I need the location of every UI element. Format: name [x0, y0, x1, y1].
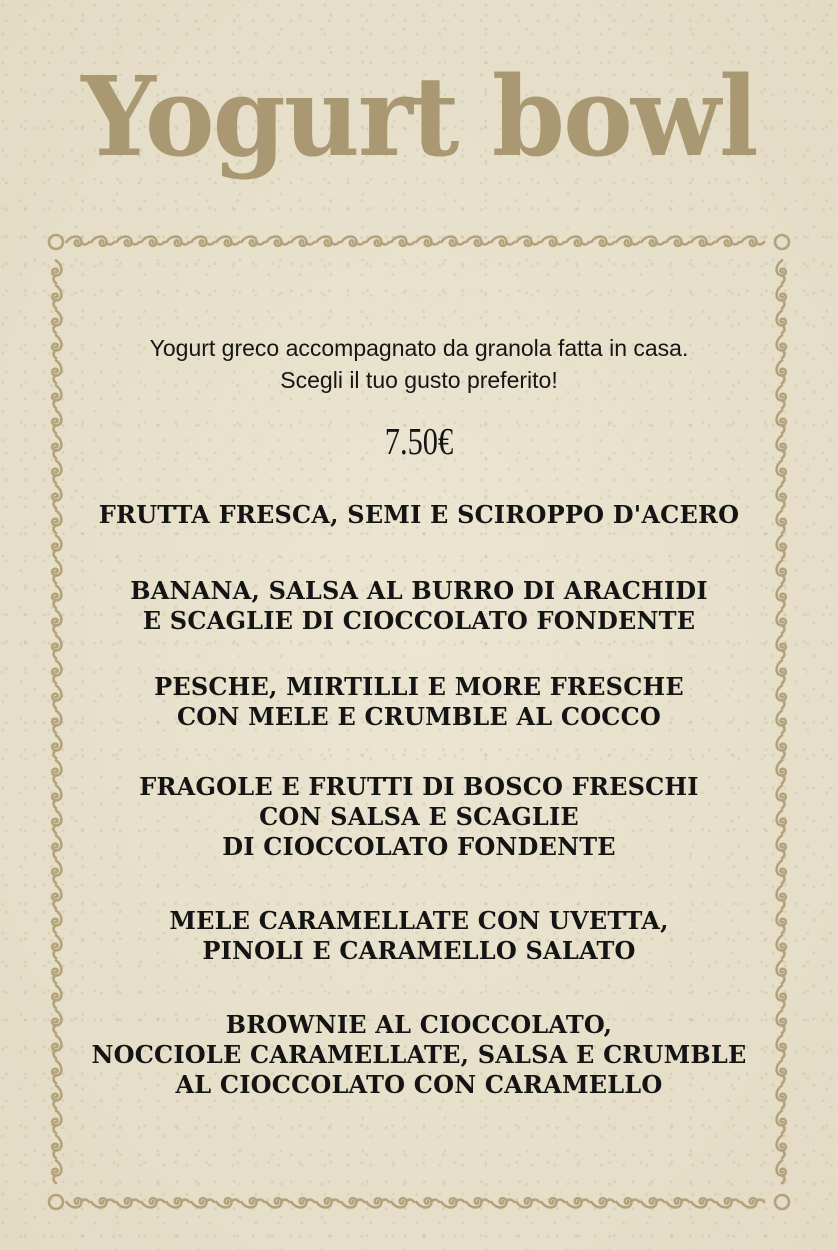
scroll-curl — [616, 1198, 639, 1207]
scroll-curl — [541, 237, 564, 246]
price: 7.50€ — [384, 421, 454, 463]
flavor-item-line: CON MELE E CRUMBLE AL COCCO — [176, 702, 662, 731]
scroll-curl — [341, 237, 364, 246]
scroll-curl — [716, 1198, 739, 1207]
scroll-curl — [391, 1198, 414, 1207]
scroll-curl — [591, 1198, 614, 1207]
scroll-curl — [591, 237, 614, 246]
scroll-curl — [91, 237, 114, 246]
scroll-curl — [52, 1110, 61, 1133]
scroll-curl — [66, 1198, 89, 1207]
scroll-curl — [741, 1198, 764, 1207]
scroll-curl — [666, 237, 689, 246]
scroll-curl — [66, 237, 89, 246]
flavor-list — [40, 500, 798, 1100]
menu-description — [40, 332, 798, 396]
flavor-item-line: PESCHE, MIRTILLI E MORE FRESCHE — [154, 672, 684, 701]
scroll-curl — [516, 237, 539, 246]
scroll-curl — [116, 237, 139, 246]
scroll-curl — [116, 1198, 139, 1207]
flavor-item-line: CON SALSA E SCAGLIE — [259, 802, 579, 831]
scroll-curl — [52, 410, 61, 433]
scroll-curl — [216, 1198, 239, 1207]
scroll-curl — [516, 1198, 539, 1207]
scroll-curl — [641, 237, 664, 246]
flavor-item — [40, 772, 798, 862]
scroll-curl — [777, 410, 786, 433]
scroll-curl — [52, 1160, 61, 1183]
scroll-curl — [216, 237, 239, 246]
flavor-item-line: FRAGOLE E FRUTTI DI BOSCO FRESCHI — [139, 772, 699, 801]
scroll-curl — [166, 237, 189, 246]
scroll-curl — [141, 237, 164, 246]
scroll-curl — [777, 310, 786, 333]
scroll-curl — [777, 460, 786, 483]
scroll-curl — [641, 1198, 664, 1207]
flavor-item-line: NOCCIOLE CARAMELLATE, SALSA E CRUMBLE — [91, 1040, 747, 1069]
scroll-curl — [777, 1110, 786, 1133]
flavor-item-line: PINOLI E CARAMELLO SALATO — [202, 936, 636, 965]
flavor-item-line: DI CIOCCOLATO FONDENTE — [222, 832, 616, 861]
flavor-item-line: E SCAGLIE DI CIOCCOLATO FONDENTE — [142, 606, 696, 635]
scroll-curl — [391, 237, 414, 246]
scroll-curl — [777, 435, 786, 458]
flavor-item-line: BANANA, SALSA AL BURRO DI ARACHIDI — [130, 576, 708, 605]
scroll-curl — [266, 1198, 289, 1207]
scroll-curl — [341, 1198, 364, 1207]
scroll-curl — [141, 1198, 164, 1207]
scroll-curl — [666, 1198, 689, 1207]
flavor-item-line: FRUTTA FRESCA, SEMI E SCIROPPO D'ACERO — [98, 500, 740, 529]
flavor-item — [40, 576, 798, 636]
scroll-curl — [366, 1198, 389, 1207]
scroll-curl — [316, 237, 339, 246]
scroll-curl — [91, 1198, 114, 1207]
scroll-curl — [52, 310, 61, 333]
flavor-item — [40, 672, 798, 732]
scroll-curl — [191, 1198, 214, 1207]
scroll-curl — [366, 237, 389, 246]
corner-ornament — [775, 235, 789, 249]
scroll-curl — [491, 237, 514, 246]
scroll-curl — [777, 260, 786, 283]
scroll-curl — [266, 237, 289, 246]
corner-ornament — [49, 235, 63, 249]
scroll-curl — [777, 285, 786, 308]
scroll-curl — [291, 1198, 314, 1207]
scroll-curl — [241, 237, 264, 246]
scroll-curl — [566, 237, 589, 246]
scroll-curl — [52, 260, 61, 283]
scroll-curl — [316, 1198, 339, 1207]
scroll-curl — [566, 1198, 589, 1207]
scroll-curl — [777, 1135, 786, 1158]
flavor-item-line: AL CIOCCOLATO CON CARAMELLO — [175, 1070, 663, 1099]
scroll-curl — [52, 460, 61, 483]
scroll-curl — [491, 1198, 514, 1207]
scroll-curl — [466, 237, 489, 246]
scroll-curl — [616, 237, 639, 246]
flavor-item — [40, 906, 798, 966]
scroll-curl — [166, 1198, 189, 1207]
scroll-curl — [741, 237, 764, 246]
scroll-curl — [777, 1160, 786, 1183]
flavor-item-line: MELE CARAMELLATE CON UVETTA, — [169, 906, 669, 935]
menu-title: Yogurt bowl — [81, 52, 757, 181]
scroll-curl — [716, 237, 739, 246]
scroll-curl — [291, 237, 314, 246]
scroll-curl — [441, 237, 464, 246]
scroll-curl — [691, 1198, 714, 1207]
flavor-item — [40, 500, 798, 530]
description-line-2: Scegli il tuo gusto preferito! — [280, 367, 558, 393]
scroll-curl — [241, 1198, 264, 1207]
corner-ornament — [775, 1195, 789, 1209]
scroll-curl — [416, 1198, 439, 1207]
scroll-curl — [691, 237, 714, 246]
scroll-curl — [441, 1198, 464, 1207]
scroll-curl — [191, 237, 214, 246]
scroll-curl — [541, 1198, 564, 1207]
corner-ornament — [49, 1195, 63, 1209]
description-line-1: Yogurt greco accompagnato da granola fatta in casa. — [149, 335, 689, 361]
flavor-item-line: BROWNIE AL CIOCCOLATO, — [225, 1010, 613, 1039]
scroll-curl — [466, 1198, 489, 1207]
scroll-curl — [52, 1135, 61, 1158]
flavor-item — [40, 1010, 798, 1100]
scroll-curl — [52, 285, 61, 308]
scroll-curl — [416, 237, 439, 246]
scroll-curl — [52, 435, 61, 458]
